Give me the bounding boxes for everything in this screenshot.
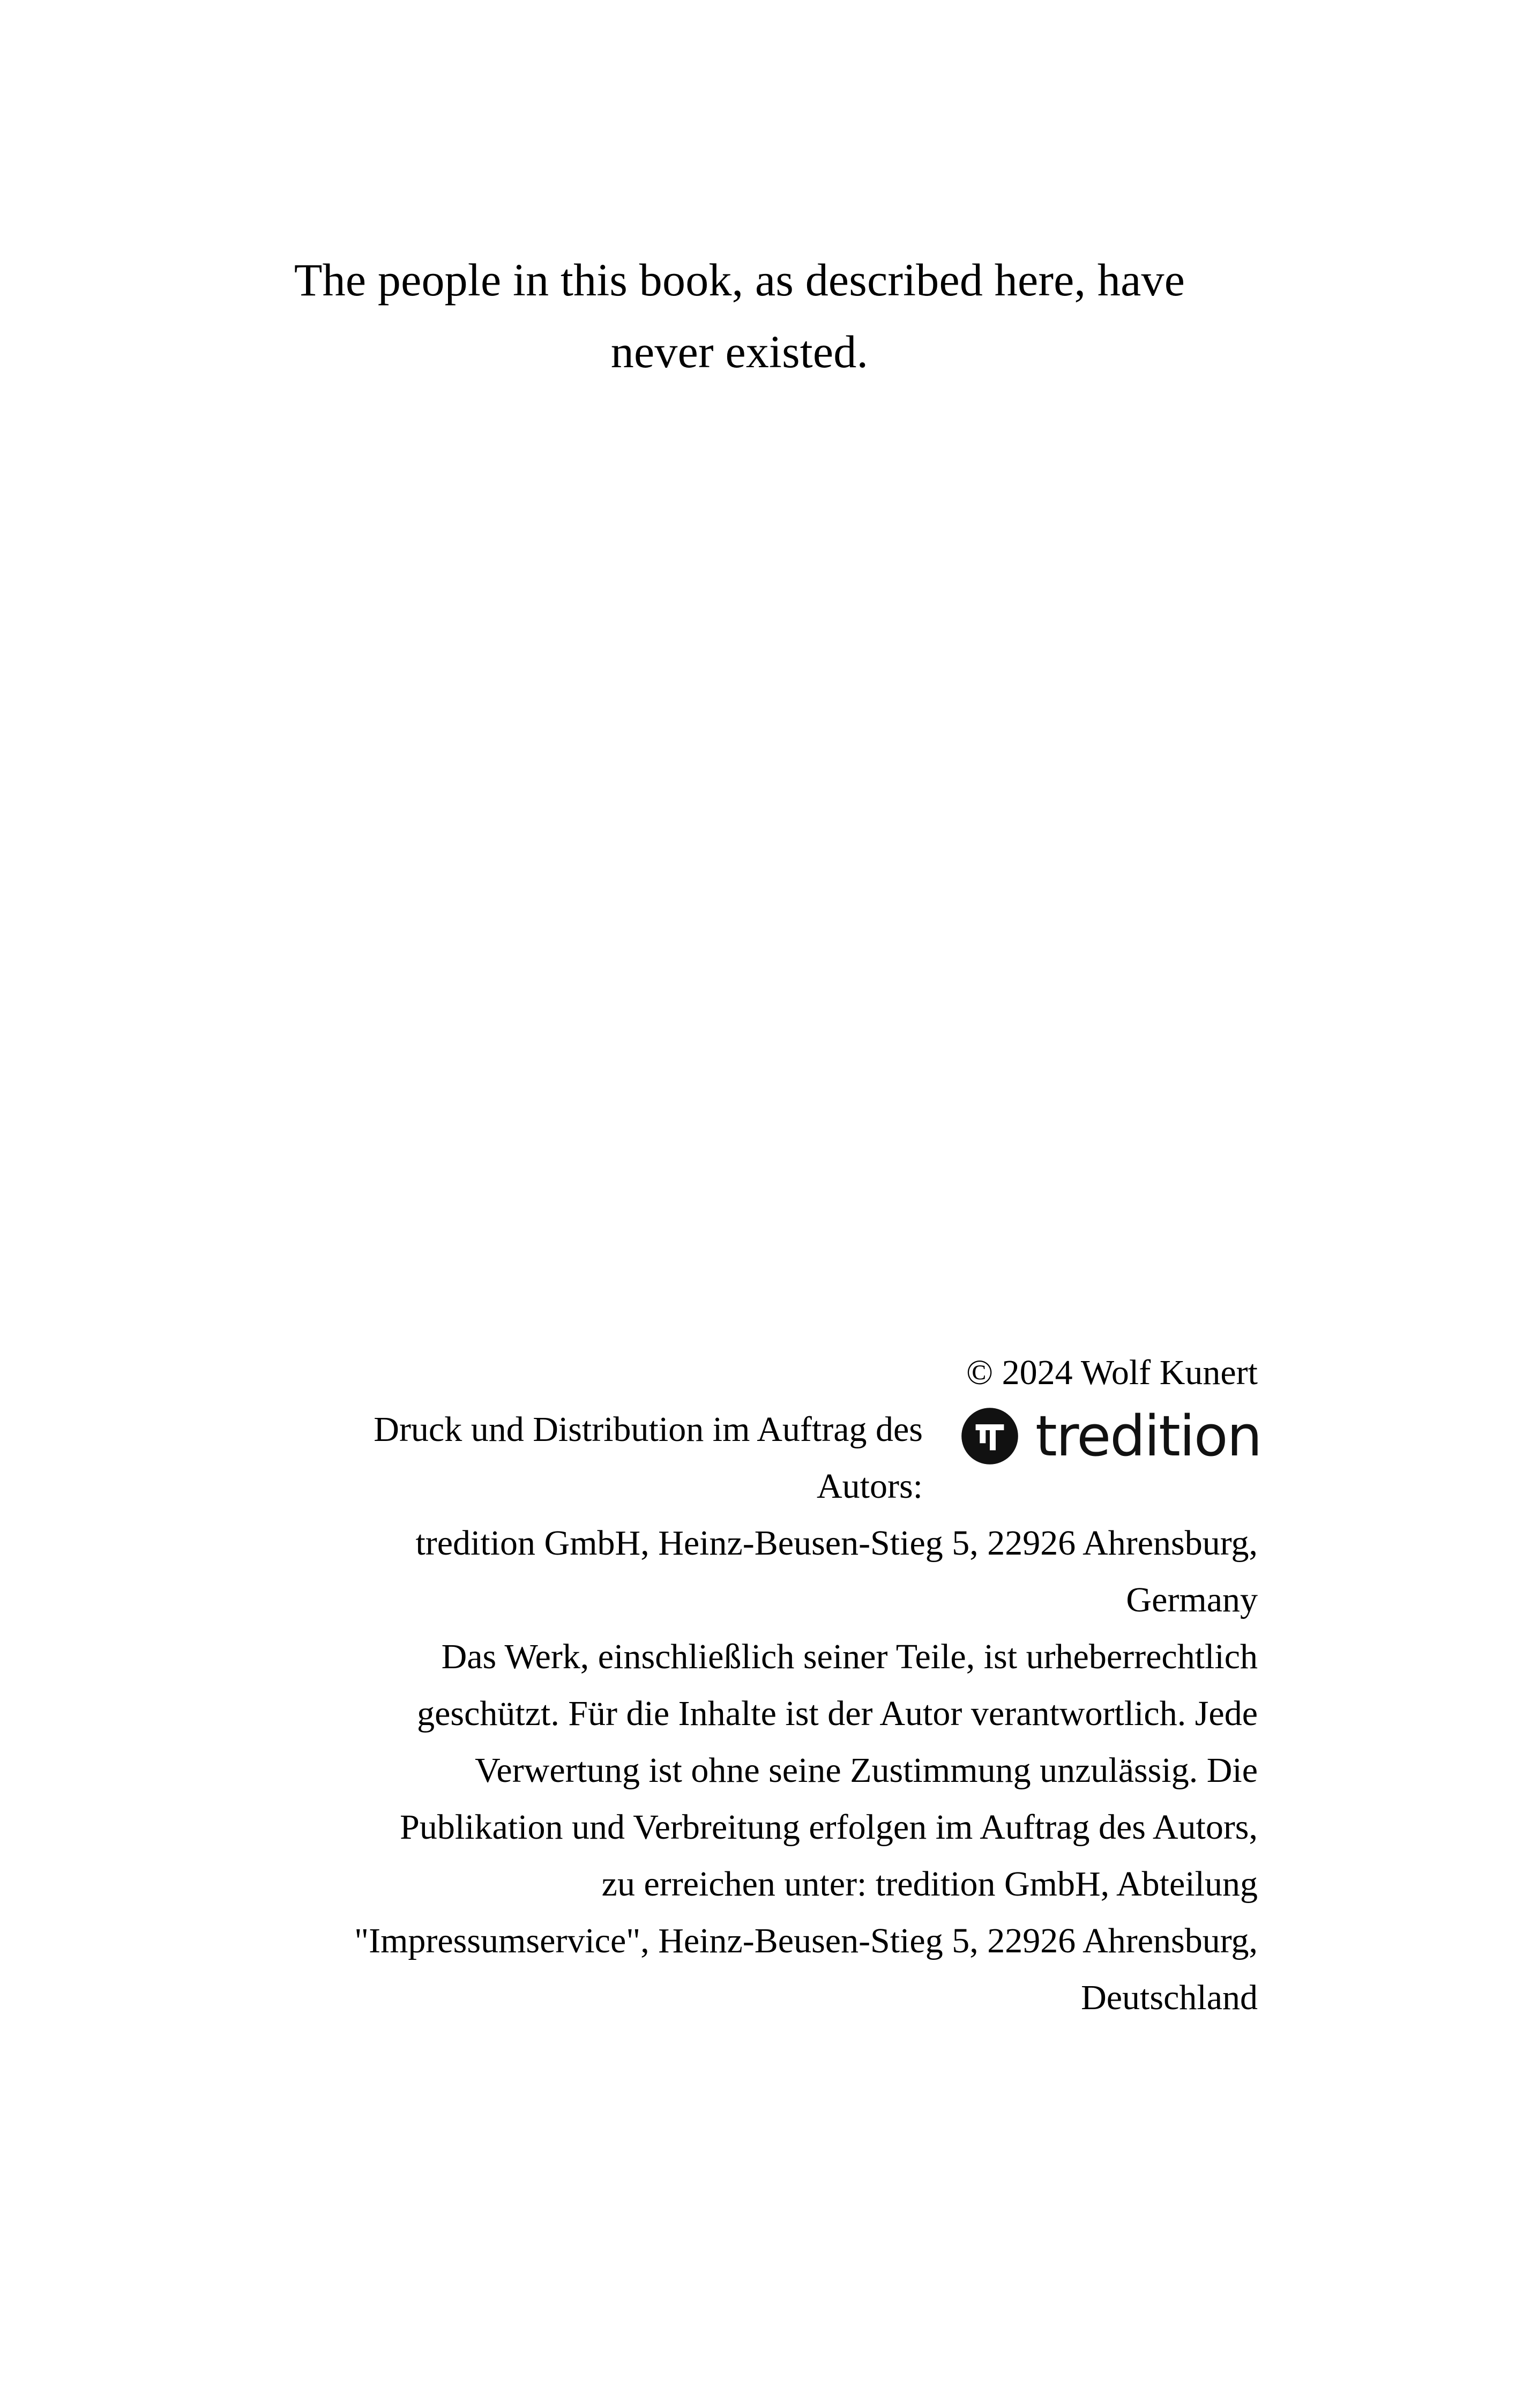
legal-line: Verwertung ist ohne seine Zustimmung unzulässig. Die — [475, 1751, 1258, 1790]
legal-line: geschützt. Für die Inhalte ist der Autor verantwortlich. Jede — [417, 1694, 1258, 1733]
tredition-logo — [960, 1401, 1261, 1471]
print-line-2: Autors: — [817, 1467, 923, 1506]
disclaimer-line-2: never existed. — [610, 326, 869, 377]
legal-line: "Impressumservice", Heinz-Beusen-Stieg 5, 22926 Ahrensburg, — [354, 1921, 1258, 1960]
print-distribution-text — [280, 1401, 923, 1515]
print-line-1: Druck und Distribution im Auftrag des — [374, 1410, 923, 1449]
tredition-logo-icon — [960, 1407, 1019, 1466]
address-line-1: tredition GmbH, Heinz-Beusen-Stieg 5, 22926 Ahrensburg, — [415, 1523, 1258, 1563]
legal-line: Das Werk, einschließlich seiner Teile, ist urheberrechtlich — [441, 1637, 1258, 1676]
copyright-notice: © 2024 Wolf Kunert — [966, 1353, 1258, 1392]
legal-line: Publikation und Verbreitung erfolgen im Auftrag des Autors, — [400, 1808, 1258, 1847]
disclaimer-line-1: The people in this book, as described here, have — [294, 254, 1185, 306]
imprint-block — [186, 1344, 1261, 2026]
legal-line: Deutschland — [1081, 1978, 1258, 2017]
legal-line: zu erreichen unter: tredition GmbH, Abteilung — [601, 1864, 1258, 1904]
disclaimer-text — [236, 244, 1243, 388]
tredition-wordmark: tredition — [1035, 1403, 1261, 1469]
print-distribution-row — [186, 1401, 1261, 1515]
address-line-2: Germany — [1126, 1580, 1258, 1619]
